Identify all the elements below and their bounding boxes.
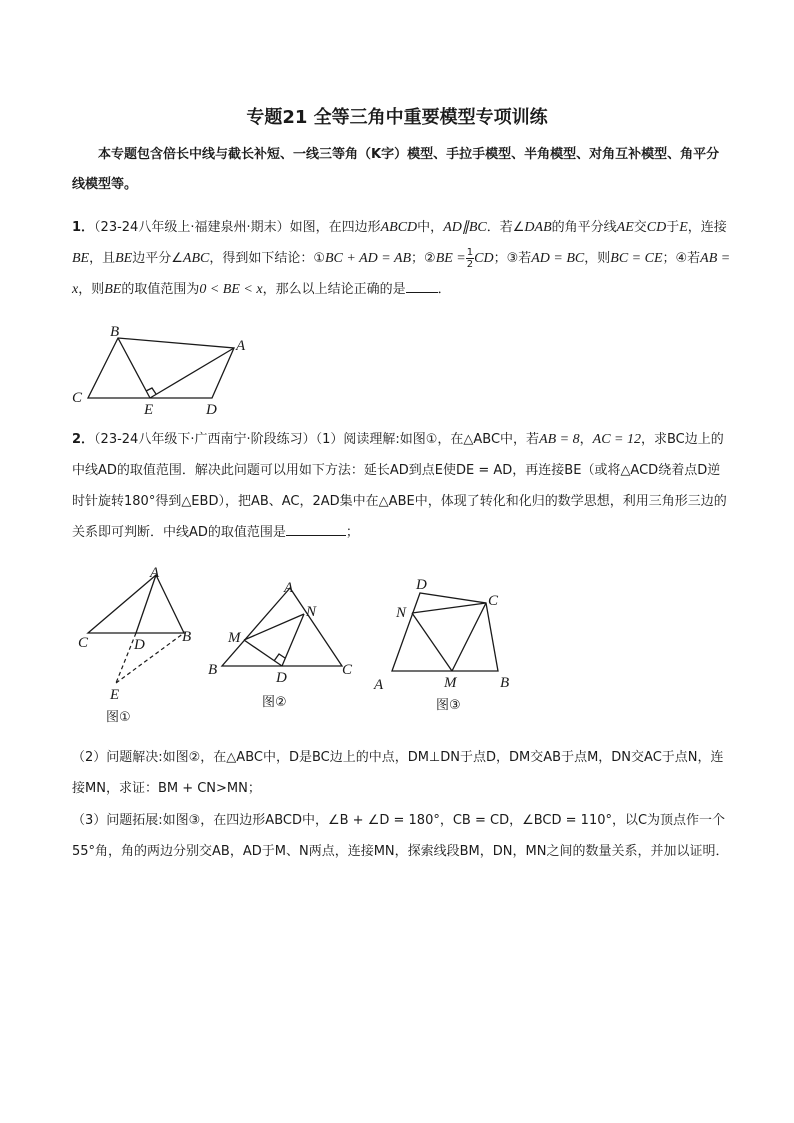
right-angle-mark xyxy=(274,654,285,661)
label-b: B xyxy=(208,662,218,678)
label-d: D xyxy=(134,637,145,653)
fraction-numerator: 1 xyxy=(466,247,474,258)
label-d: D xyxy=(416,577,427,593)
q1-text: ，那么以上结论正确的是 xyxy=(262,282,406,297)
answer-blank[interactable] xyxy=(286,535,346,536)
figure-2 xyxy=(206,578,356,708)
triangle-abc xyxy=(222,588,342,666)
label-c: C xyxy=(342,662,353,678)
segment-cn xyxy=(412,603,486,613)
label-e: E xyxy=(144,402,154,418)
q1-text: 交 xyxy=(633,220,647,235)
q1-math: BC + AD = AB xyxy=(325,251,412,266)
q1-text: ． xyxy=(437,282,451,297)
page-title: 专题21 全等三角中重要模型专项训练 xyxy=(246,107,548,128)
question-2 xyxy=(72,424,732,548)
question-1 xyxy=(72,212,732,305)
q1-text: 边平分∠ xyxy=(132,251,183,266)
label-a: A xyxy=(150,565,160,581)
q1-number: 1． xyxy=(72,220,95,235)
label-m: M xyxy=(228,630,241,646)
segment-ae xyxy=(150,348,234,398)
label-a: A xyxy=(284,580,294,596)
q1-text: ；② xyxy=(411,251,436,266)
q1-text: 如图，在四边形 xyxy=(289,220,381,235)
label-m: M xyxy=(444,675,457,691)
q1-text: 的角平分线 xyxy=(551,220,617,235)
q1-math: BE xyxy=(104,282,122,297)
figure-1-caption: 图① xyxy=(106,710,131,725)
fraction xyxy=(466,247,474,270)
question-2-part-2: （2）问题解决:如图②，在△ABC中，D是BC边上的中点，DM⊥DN于点D，DM交AB于点M，DN交AC于点N，连接MN，求证：BM + CN>MN； xyxy=(72,750,724,796)
q1-text: ；③若 xyxy=(493,251,532,266)
figure-1 xyxy=(76,565,206,725)
q1-math: 0 < BE < x xyxy=(199,282,263,297)
label-n: N xyxy=(396,605,407,621)
q2-text: ， xyxy=(579,432,593,447)
q1-math: AE xyxy=(616,220,634,235)
q2-number: 2． xyxy=(72,432,95,447)
q1-text: ，得到如下结论：① xyxy=(209,251,325,266)
figure-3 xyxy=(372,575,522,715)
q2-source: （23-24八年级下·广西南宁·阶段练习） xyxy=(94,432,316,447)
segment-mn xyxy=(412,613,452,671)
label-d: D xyxy=(206,402,217,418)
label-a: A xyxy=(236,338,246,354)
q1-math: BE xyxy=(72,251,90,266)
label-a: A xyxy=(374,677,384,693)
label-c: C xyxy=(488,593,499,609)
q1-math: CD xyxy=(474,251,494,266)
question-2-part-3: （3）问题拓展:如图③，在四边形ABCD中，∠B + ∠D = 180°，CB = CD，∠BCD = 110°，以C为顶点作一个55°角，角的两边分别交AB，AD于M、N两点，连接MN，探索线段BM，DN，MN之间的数量关系，并加以证明． xyxy=(72,813,729,859)
label-c: C xyxy=(72,390,83,406)
segment-dm xyxy=(244,640,282,666)
q1-math: AB = x xyxy=(72,251,731,297)
q1-source: （23-24八年级上·福建泉州·期末） xyxy=(94,220,290,235)
q1-math: BC = CE xyxy=(610,251,663,266)
extension-de xyxy=(116,633,136,683)
q2-part1-text: ，求BC边上的中线AD的取值范围．解决此问题可以用如下方法：延长AD到点E使DE = AD，再连接BE（或将△ACD绕着点D逆时针旋转180°得到△EBD），把AB、AC，2AD集中在△ABE中，体现了转化和化归的数学思想，利用三角形三边的关系即可判断．中线AD的取值范围是 xyxy=(72,432,727,540)
label-c: C xyxy=(78,635,89,651)
q2-text: ； xyxy=(345,525,359,540)
label-b: B xyxy=(182,629,192,645)
q1-text: ，连接 xyxy=(687,220,727,235)
q2-math: AB = 8 xyxy=(539,432,580,447)
segment-be xyxy=(118,338,150,398)
label-d: D xyxy=(276,670,287,686)
q1-text: 的取值范围为 xyxy=(121,282,200,297)
q1-text: 于 xyxy=(666,220,680,235)
q1-math: AD = BC xyxy=(531,251,585,266)
quadrilateral-abcd xyxy=(392,593,498,671)
label-b: B xyxy=(110,324,120,340)
q1-math: BE xyxy=(115,251,133,266)
q1-text: 中， xyxy=(417,220,444,235)
q1-math: DAB xyxy=(524,220,552,235)
answer-blank[interactable] xyxy=(406,292,438,293)
figure-2-caption: 图② xyxy=(262,695,287,710)
intro-paragraph: 本专题包含倍长中线与截长补短、一线三等角（K字）模型、手拉手模型、半角模型、对角互补模型、角平分线模型等。 xyxy=(72,147,720,192)
label-n: N xyxy=(306,604,317,620)
q1-math: ABCD xyxy=(380,220,418,235)
triangle-abc xyxy=(88,575,184,633)
q2-math: AC = 12 xyxy=(592,432,641,447)
quadrilateral-abcd xyxy=(88,338,234,398)
q1-math: BE = xyxy=(435,251,466,266)
segment-cm xyxy=(452,603,486,671)
q1-math: AD∥BC xyxy=(443,220,487,235)
q1-text: ；④若 xyxy=(662,251,701,266)
q1-text: ．若∠ xyxy=(486,220,525,235)
q1-math: ABC xyxy=(182,251,210,266)
q1-text: ，则 xyxy=(584,251,611,266)
q1-math: E xyxy=(679,220,688,235)
q1-text: ，则 xyxy=(78,282,105,297)
q1-text: ，且 xyxy=(89,251,116,266)
q1-figure xyxy=(70,320,260,420)
q2-part1-text: （1）阅读理解:如图①，在△ABC中，若 xyxy=(315,432,540,447)
figure-3-caption: 图③ xyxy=(436,698,461,713)
segment-be xyxy=(116,633,184,683)
fraction-denominator: 2 xyxy=(466,259,474,270)
label-e: E xyxy=(110,687,120,703)
q1-math: CD xyxy=(646,220,667,235)
label-b: B xyxy=(500,675,510,691)
